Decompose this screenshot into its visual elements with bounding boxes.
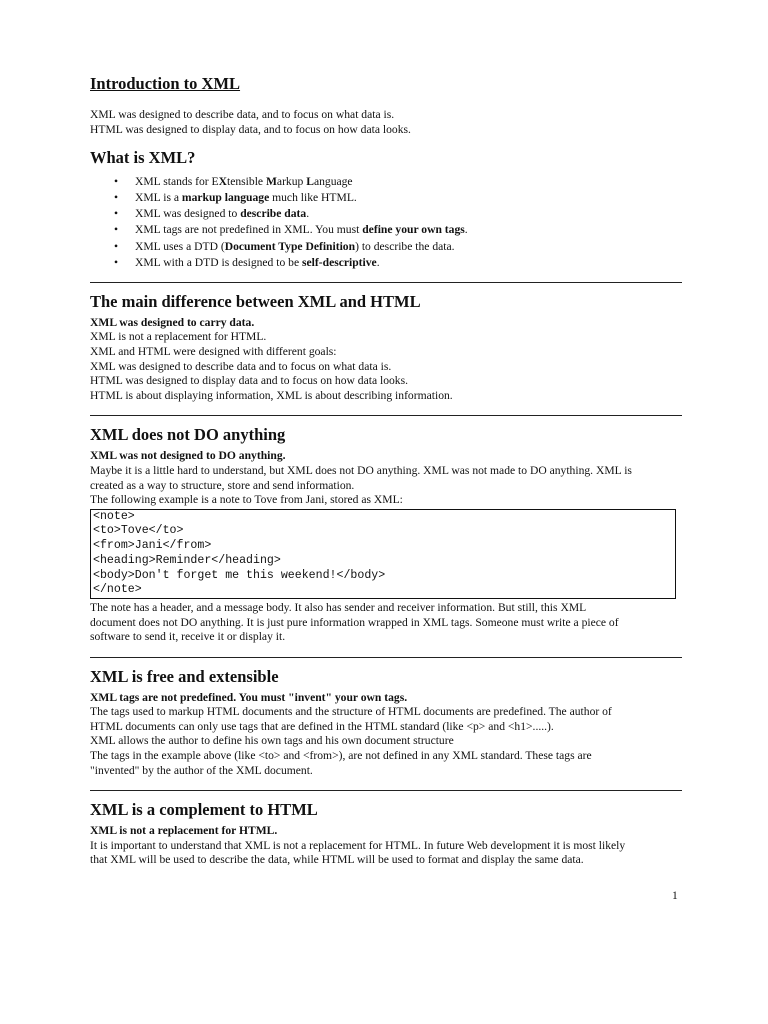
code-line: <from>Jani</from> [93, 539, 212, 553]
xml-code-example [90, 509, 676, 599]
body-line: HTML was designed to display data and to focus on how data looks. [90, 374, 409, 388]
body-line: document does not DO anything. It is just pure information wrapped in XML tags. Someone must write a piece of [90, 615, 619, 629]
body-line: Maybe it is a little hard to understand, but XML does not DO anything. XML was not made to DO anything. XML is [90, 463, 632, 477]
section-heading-does-not-do-anything: XML does not DO anything [90, 425, 286, 445]
section-heading-what-is-xml: What is XML? [90, 148, 196, 168]
horizontal-rule [90, 790, 682, 792]
body-line: that XML will be used to describe the data, while HTML will be used to format and display the same data. [90, 853, 584, 867]
list-item: • XML stands for EXtensible Markup Language [90, 174, 682, 190]
section-heading-main-difference: The main difference between XML and HTML [90, 291, 421, 311]
list-item: • XML is a markup language much like HTML. [90, 190, 682, 206]
list-item: • XML with a DTD is designed to be self-descriptive. [90, 255, 682, 271]
code-line: <note> [93, 509, 135, 523]
bullet-icon: • [114, 191, 119, 205]
body-line: software to send it, receive it or display it. [90, 630, 286, 644]
code-line: </note> [93, 583, 142, 597]
body-line: XML and HTML were designed with different goals: [90, 344, 337, 358]
intro-line: XML was designed to describe data, and to focus on what data is. [90, 108, 395, 121]
section-subheading: XML tags are not predefined. You must "invent" your own tags. [90, 690, 408, 704]
section-subheading: XML is not a replacement for HTML. [90, 824, 278, 838]
body-line: "invented" by the author of the XML document. [90, 763, 313, 777]
body-line: The following example is a note to Tove from Jani, stored as XML: [90, 493, 403, 507]
code-line: <body>Don't forget me this weekend!</body> [93, 568, 386, 582]
bullet-icon: • [114, 255, 119, 269]
body-line: HTML is about displaying information, XML is about describing information. [90, 388, 453, 402]
body-line: The note has a header, and a message body. It also has sender and receiver information. But still, this XML [90, 600, 587, 614]
bullet-icon: • [114, 223, 119, 237]
bullet-icon: • [114, 239, 119, 253]
page-content [90, 74, 682, 868]
body-line: The tags in the example above (like <to> and <from>), are not defined in any XML standard. These tags are [90, 749, 592, 763]
horizontal-rule [90, 282, 682, 284]
section-subheading: XML was not designed to DO anything. [90, 449, 286, 463]
body-line: HTML documents can only use tags that are defined in the HTML standard (like <p> and <h1>.....). [90, 719, 554, 733]
horizontal-rule [90, 657, 682, 659]
intro-line: HTML was designed to display data, and to focus on how data looks. [90, 122, 411, 136]
code-line: <to>Tove</to> [93, 524, 184, 538]
section-subheading: XML was designed to carry data. [90, 315, 255, 329]
bullet-icon: • [114, 207, 119, 221]
bullet-icon: • [114, 175, 119, 189]
body-line: XML was designed to describe data and to focus on what data is. [90, 359, 392, 373]
list-item: • XML tags are not predefined in XML. You must define your own tags. [90, 222, 682, 238]
body-line: The tags used to markup HTML documents and the structure of HTML documents are predefined. The author of [90, 705, 612, 719]
body-line: XML allows the author to define his own tags and his own document structure [90, 734, 454, 748]
body-line: XML is not a replacement for HTML. [90, 330, 267, 344]
body-line: created as a way to structure, store and send information. [90, 478, 355, 492]
page-number: 1 [672, 889, 678, 902]
horizontal-rule [90, 415, 682, 417]
body-line: It is important to understand that XML is not a replacement for HTML. In future Web development it is most likely [90, 838, 626, 852]
code-line: <heading>Reminder</heading> [93, 553, 281, 567]
section-heading-free-and-extensible: XML is free and extensible [90, 666, 279, 686]
section-heading-complement: XML is a complement to HTML [90, 800, 318, 820]
page-title: Introduction to XML [90, 74, 241, 93]
what-is-xml-list [90, 174, 682, 271]
list-item: • XML was designed to describe data. [90, 206, 682, 222]
list-item: • XML uses a DTD (Document Type Definition) to describe the data. [90, 239, 682, 255]
